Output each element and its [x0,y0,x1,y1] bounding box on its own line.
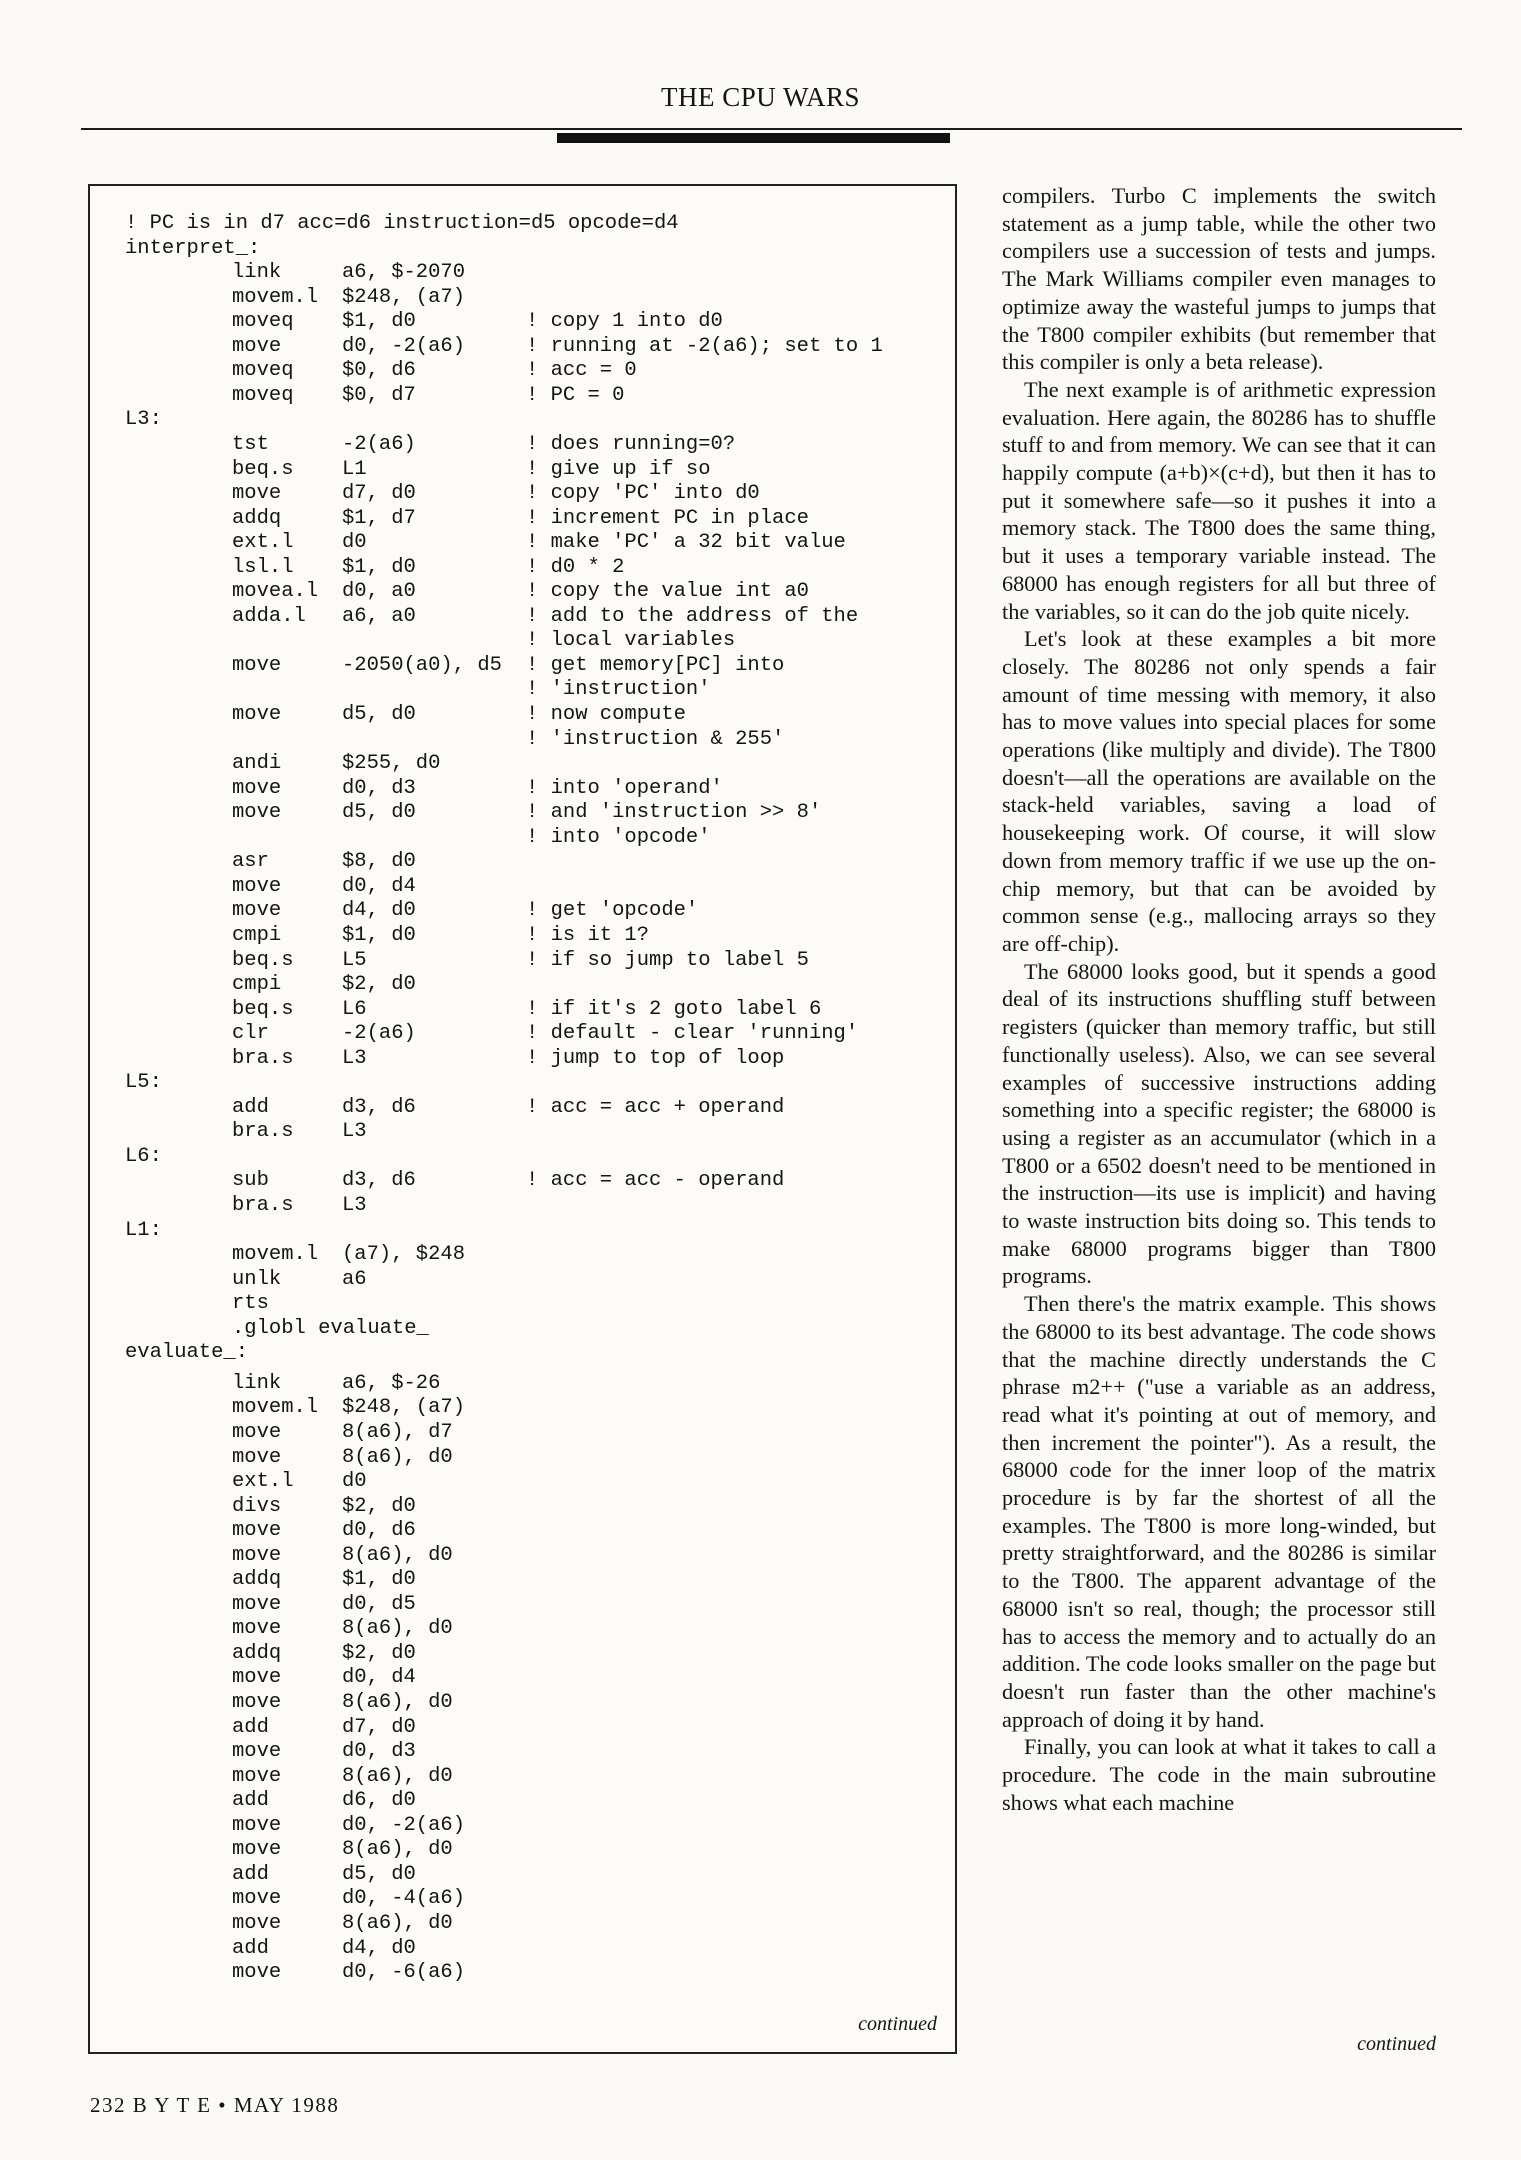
code-opcode: move [232,1838,282,1862]
code-operands: d3, d6 [342,1095,416,1119]
code-opcode: beq.s [232,997,294,1021]
code-opcode: move [232,334,282,358]
code-operands: -2(a6) [342,1022,416,1046]
code-operands: $1, d0 [342,310,416,334]
code-operands: d5, d0 [342,801,416,825]
code-opcode: movem.l [232,285,319,309]
code-operands: d0 [342,1470,367,1494]
code-comment: ! and 'instruction >> 8' [526,801,822,825]
code-comment: ! 'instruction & 255' [526,727,785,751]
code-opcode: rts [232,1292,269,1316]
code-opcode: move [232,1445,282,1469]
code-opcode: move [232,776,282,800]
code-operands: d4, d0 [342,899,416,923]
code-operands: d0, d6 [342,1519,416,1543]
code-comment: ! if it's 2 goto label 6 [526,997,822,1021]
code-comment: ! add to the address of the [526,604,859,628]
code-operands: d0 [342,531,367,555]
code-opcode: move [232,1543,282,1567]
header-bar [557,133,950,143]
code-operands: L3 [342,1194,367,1217]
code-comment: ! if so jump to label 5 [526,948,809,972]
code-operands: $1, d7 [342,506,416,530]
code-comment: ! make 'PC' a 32 bit value [526,531,846,555]
code-operands: d0, -2(a6) [342,334,466,358]
code-opcode: beq.s [232,948,294,972]
code-operands: $2, d0 [342,1641,416,1665]
article-paragraph: Finally, you can look at what it takes to call a procedure. The code in the main subroutine shows what each machine [1002,1734,1436,1815]
code-operands: $248, (a7) [342,285,466,309]
code-operands: $248, (a7) [342,1396,466,1420]
article-column [1002,182,1436,1816]
code-operands: d7, d0 [342,1715,416,1739]
code-operands: $255, d0 [342,752,441,776]
code-opcode: ext.l [232,1470,294,1494]
code-opcode: move [232,1911,282,1935]
code-operands: d0, d4 [342,874,416,898]
code-opcode: move [232,1420,282,1444]
code-opcode: move [232,1617,282,1641]
code-comment: ! default - clear 'running' [526,1022,859,1046]
code-opcode: lsl.l [232,555,294,579]
code-label: L5: [125,1071,162,1095]
code-operands: -2050(a0), d5 [342,653,502,677]
code-opcode: cmpi [232,973,282,997]
code-opcode: moveq [232,359,294,383]
code-opcode: movea.l [232,580,319,604]
code-operands: d4, d0 [342,1936,416,1960]
code-opcode: move [232,653,282,677]
code-opcode: add [232,1862,269,1886]
code-opcode: bra.s [232,1046,294,1070]
code-operands: $2, d0 [342,1494,416,1518]
code-comment: ! acc = 0 [526,359,637,383]
code-opcode: bra.s [232,1120,294,1144]
code-label: L6: [125,1144,162,1168]
code-opcode: add [232,1715,269,1739]
code-opcode: addq [232,506,282,530]
code-opcode: beq.s [232,457,294,481]
listing-continued-note: continued [858,2013,937,2035]
code-operands: L5 [342,948,367,972]
code-operands: d3, d6 [342,1169,416,1193]
code-opcode: ext.l [232,531,294,555]
code-operands: $2, d0 [342,973,416,997]
article-paragraph: The next example is of arithmetic expression evaluation. Here again, the 80286 has to shuffle stuff to and from memory. We can see that it can happily compute (a+b)×(c+d), but then it has to put it somewhere safe—so it pushes it into a memory stack. The T800 does the same thing, but it uses a temporary variable instead. The 68000 has enough registers for all but three of the variables, so it can do the job quite nicely. [1002,376,1436,624]
code-opcode: andi [232,752,282,776]
code-opcode: move [232,1691,282,1714]
code-operands: 8(a6), d0 [342,1445,453,1469]
article-continued-note: continued [1357,2033,1436,2055]
code-comment: ! local variables [526,629,736,653]
code-opcode: move [232,1740,282,1764]
header-rule [81,128,1462,130]
code-opcode: divs [232,1494,282,1518]
code-operands: d0, d3 [342,776,416,800]
code-operands: 8(a6), d0 [342,1838,453,1862]
code-operands: $1, d0 [342,1568,416,1592]
code-operands: a6, $-2070 [342,261,466,285]
code-operands: d0, d3 [342,1740,416,1764]
code-comment: ! copy 1 into d0 [526,310,723,334]
code-comment-line: ! PC is in d7 acc=d6 instruction=d5 opcode=d4 [125,212,679,235]
code-opcode: move [232,1592,282,1616]
code-comment: ! does running=0? [526,432,736,456]
code-opcode: movem.l [232,1396,319,1420]
code-opcode: add [232,1936,269,1960]
code-opcode: bra.s [232,1194,294,1217]
code-opcode: addq [232,1641,282,1665]
code-comment: ! running at -2(a6); set to 1 [526,334,883,358]
code-opcode: move [232,703,282,726]
code-operands: L1 [342,457,367,481]
code-opcode: .globl evaluate_ [232,1316,429,1340]
code-comment: ! acc = acc + operand [526,1095,785,1119]
code-opcode: link [232,261,282,285]
code-opcode: unlk [232,1267,282,1291]
code-opcode: addq [232,1568,282,1592]
code-comment: ! get 'opcode' [526,899,699,923]
code-comment: ! now compute [526,703,686,726]
page-footer: 232 B Y T E • MAY 1988 [90,2093,340,2117]
article-paragraph: compilers. Turbo C implements the switch statement as a jump table, while the other two compilers use a succession of tests and jumps. The Mark Williams compiler even manages to optimize away the wasteful jumps to jumps that the T800 compiler exhibits (but remember that this compiler is only a beta release). [1002,183,1436,375]
code-opcode: move [232,1519,282,1543]
code-operands: L3 [342,1046,367,1070]
code-opcode: move [232,1961,282,1985]
code-comment: ! copy the value int a0 [526,580,809,604]
code-operands: $1, d0 [342,923,416,947]
code-comment: ! give up if so [526,457,711,481]
code-operands: $0, d6 [342,359,416,383]
running-header: THE CPU WARS [660,82,861,112]
code-operands: 8(a6), d0 [342,1911,453,1935]
code-operands: d5, d0 [342,1862,416,1886]
code-opcode: move [232,899,282,923]
code-comment: ! acc = acc - operand [526,1169,785,1193]
code-operands: 8(a6), d0 [342,1543,453,1567]
code-operands: 8(a6), d0 [342,1691,453,1714]
code-opcode: sub [232,1169,269,1193]
code-operands: L6 [342,997,367,1021]
code-opcode: clr [232,1022,269,1046]
article-paragraph: Then there's the matrix example. This shows the 68000 to its best advantage. The code shows that the machine directly understands the C phrase m2++ ("use a variable as an address, read what it's pointing at out of memory, and then increment the pointer"). As a result, the 68000 code for the inner loop of the matrix procedure is by far the shortest of all the examples. The T800 is more long-winded, but pretty straightforward, and the 80286 is similar to the T800. The apparent advantage of the 68000 isn't so real, though; the processor still has to access the memory and to actually do an addition. The code looks smaller on the page but doesn't run faster than the other machine's approach of doing it by hand. [1002,1291,1436,1732]
code-operands: a6 [342,1267,367,1291]
code-opcode: move [232,874,282,898]
code-comment: ! into 'opcode' [526,825,711,849]
code-operands: d0, -4(a6) [342,1887,466,1911]
code-label: evaluate_: [125,1341,249,1365]
code-opcode: movem.l [232,1243,319,1267]
code-opcode: moveq [232,310,294,334]
code-comment: ! into 'operand' [526,776,723,800]
code-opcode: move [232,1887,282,1911]
code-comment: ! copy 'PC' into d0 [526,482,760,506]
code-operands: L3 [342,1120,367,1144]
code-comment: ! 'instruction' [526,678,711,702]
code-operands: $0, d7 [342,383,416,407]
article-paragraph: Let's look at these examples a bit more closely. The 80286 not only spends a fair amount of time messing with memory, it also has to move values into special places for some operations (like multiply and divide). The T800 doesn't—all the operations are available on the stack-held variables, saving a load of housekeeping work. Of course, it will slow down from memory traffic if we use up the on-chip memory, but that can be avoided by common sense (e.g., mallocing arrays so they are off-chip). [1002,626,1436,956]
article-paragraph: The 68000 looks good, but it spends a good deal of its instructions shuffling stuff between registers (quicker than memory traffic, but still functionally useless). Also, we can see several examples of successive instructions adding something into a specific register; the 68000 is using a register as an accumulator (which in a T800 or a 6502 doesn't need to be mentioned in the instruction—its use is implicit) and having to waste instruction bits doing so. This tends to make 68000 programs bigger than T800 programs. [1002,958,1436,1289]
code-opcode: move [232,1813,282,1837]
code-comment: ! increment PC in place [526,506,809,530]
code-operands: a6, a0 [342,604,416,628]
code-opcode: move [232,1764,282,1788]
code-opcode: add [232,1789,269,1813]
code-opcode: tst [232,432,269,456]
code-operands: $1, d0 [342,555,416,579]
code-operands: $8, d0 [342,850,416,874]
code-opcode: move [232,1666,282,1690]
code-operands: d0, d5 [342,1592,416,1616]
code-listing-box [88,184,957,2054]
code-opcode: adda.l [232,604,306,628]
code-opcode: asr [232,850,269,874]
code-operands: d7, d0 [342,482,416,506]
code-comment: ! d0 * 2 [526,555,625,579]
code-opcode: moveq [232,383,294,407]
code-operands: d0, d4 [342,1666,416,1690]
code-operands: d0, -6(a6) [342,1961,466,1985]
code-operands: d0, a0 [342,580,416,604]
code-operands: -2(a6) [342,432,416,456]
code-comment: ! get memory[PC] into [526,653,785,677]
code-opcode: move [232,482,282,506]
code-operands: 8(a6), d0 [342,1764,453,1788]
code-comment: ! PC = 0 [526,383,625,407]
code-operands: d6, d0 [342,1789,416,1813]
code-comment: ! is it 1? [526,923,650,947]
code-comment: ! jump to top of loop [526,1046,785,1070]
code-label: L1: [125,1218,162,1242]
code-operands: d0, -2(a6) [342,1813,466,1837]
code-operands: 8(a6), d0 [342,1617,453,1641]
code-operands: (a7), $248 [342,1243,466,1267]
code-opcode: add [232,1095,269,1119]
code-label: interpret_: [125,236,261,260]
code-operands: a6, $-26 [342,1371,441,1395]
code-opcode: cmpi [232,923,282,947]
code-label: L3: [125,408,162,432]
code-opcode: link [232,1371,282,1395]
code-operands: 8(a6), d7 [342,1420,453,1444]
code-operands: d5, d0 [342,703,416,726]
code-opcode: move [232,801,282,825]
